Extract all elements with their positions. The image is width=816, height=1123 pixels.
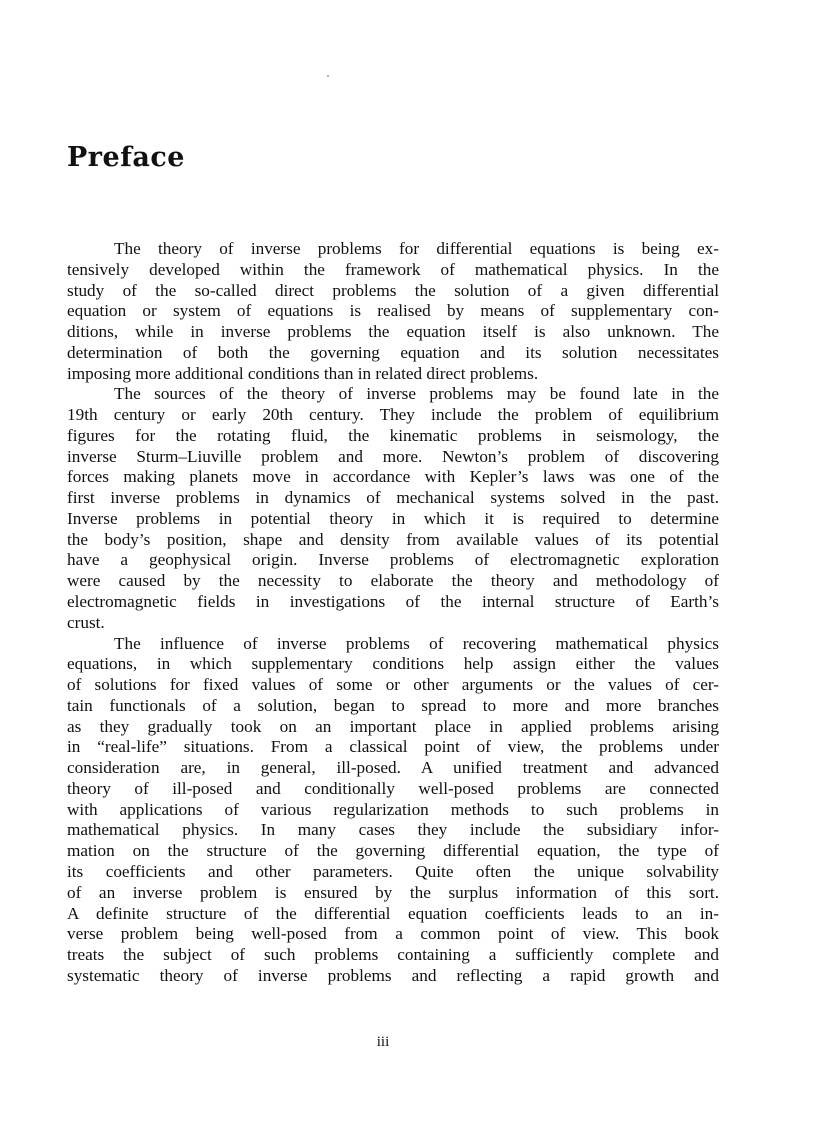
preface-body <box>67 239 719 987</box>
text-line: have a geophysical origin. Inverse problems of electromagnetic exploration <box>67 550 719 570</box>
page-number: iii <box>376 1034 390 1050</box>
scan-speck <box>327 75 329 77</box>
text-line: electromagnetic fields in investigations of the internal structure of Earth’s <box>67 592 719 612</box>
text-line: verse problem being well-posed from a common point of view. This book <box>67 924 719 944</box>
text-line: its coefficients and other parameters. Quite often the unique solvability <box>67 861 719 881</box>
text-line: the body’s position, shape and density from available values of its potential <box>67 529 719 549</box>
text-line: tain functionals of a solution, began to spread to more and more branches <box>67 695 719 715</box>
text-line: theory of ill-posed and conditionally well-posed problems are connected <box>67 778 719 798</box>
text-line: consideration are, in general, ill-posed. A unified treatment and advanced <box>67 758 719 778</box>
text-line: imposing more additional conditions than in related direct problems. <box>67 363 539 383</box>
text-line: study of the so-called direct problems the solution of a given differential <box>67 280 719 300</box>
text-line: determination of both the governing equation and its solution necessitates <box>67 342 719 362</box>
text-line: treats the subject of such problems containing a sufficiently complete and <box>67 945 719 965</box>
text-line: tensively developed within the framework of mathematical physics. In the <box>67 259 719 279</box>
text-line: crust. <box>67 612 105 632</box>
text-line: systematic theory of inverse problems and reflecting a rapid growth and <box>67 965 719 985</box>
text-line: of solutions for fixed values of some or other arguments or the values of cer- <box>67 675 719 695</box>
text-line: as they gradually took on an important place in applied problems arising <box>67 716 719 736</box>
text-line: mathematical physics. In many cases they include the subsidiary infor- <box>67 820 719 840</box>
text-line: first inverse problems in dynamics of mechanical systems solved in the past. <box>67 488 719 508</box>
text-line: 19th century or early 20th century. They include the problem of equilibrium <box>67 405 719 425</box>
text-line: mation on the structure of the governing differential equation, the type of <box>67 841 719 861</box>
text-line: inverse Sturm–Liuville problem and more. Newton’s problem of discovering <box>67 446 719 466</box>
text-line: equations, in which supplementary conditions help assign either the values <box>67 654 719 674</box>
text-line: ditions, while in inverse problems the equation itself is also unknown. The <box>67 322 719 342</box>
text-line: were caused by the necessity to elaborate the theory and methodology of <box>67 571 719 591</box>
text-line: A definite structure of the differential equation coefficients leads to an in- <box>67 903 719 923</box>
text-line: forces making planets move in accordance with Kepler’s laws was one of the <box>67 467 719 487</box>
text-line: The theory of inverse problems for differential equations is being ex- <box>114 239 719 258</box>
text-line: with applications of various regularization methods to such problems in <box>67 799 719 819</box>
page-title: Preface <box>67 142 185 173</box>
text-line: The influence of inverse problems of recovering mathematical physics <box>114 633 719 653</box>
text-line: equation or system of equations is realised by means of supplementary con- <box>67 301 719 321</box>
text-line: Inverse problems in potential theory in which it is required to determine <box>67 508 719 528</box>
text-line: The sources of the theory of inverse problems may be found late in the <box>114 384 719 404</box>
text-line: in “real-life” situations. From a classical point of view, the problems under <box>67 737 719 757</box>
text-line: of an inverse problem is ensured by the surplus information of this sort. <box>67 882 719 902</box>
text-line: figures for the rotating fluid, the kinematic problems in seismology, the <box>67 425 719 445</box>
